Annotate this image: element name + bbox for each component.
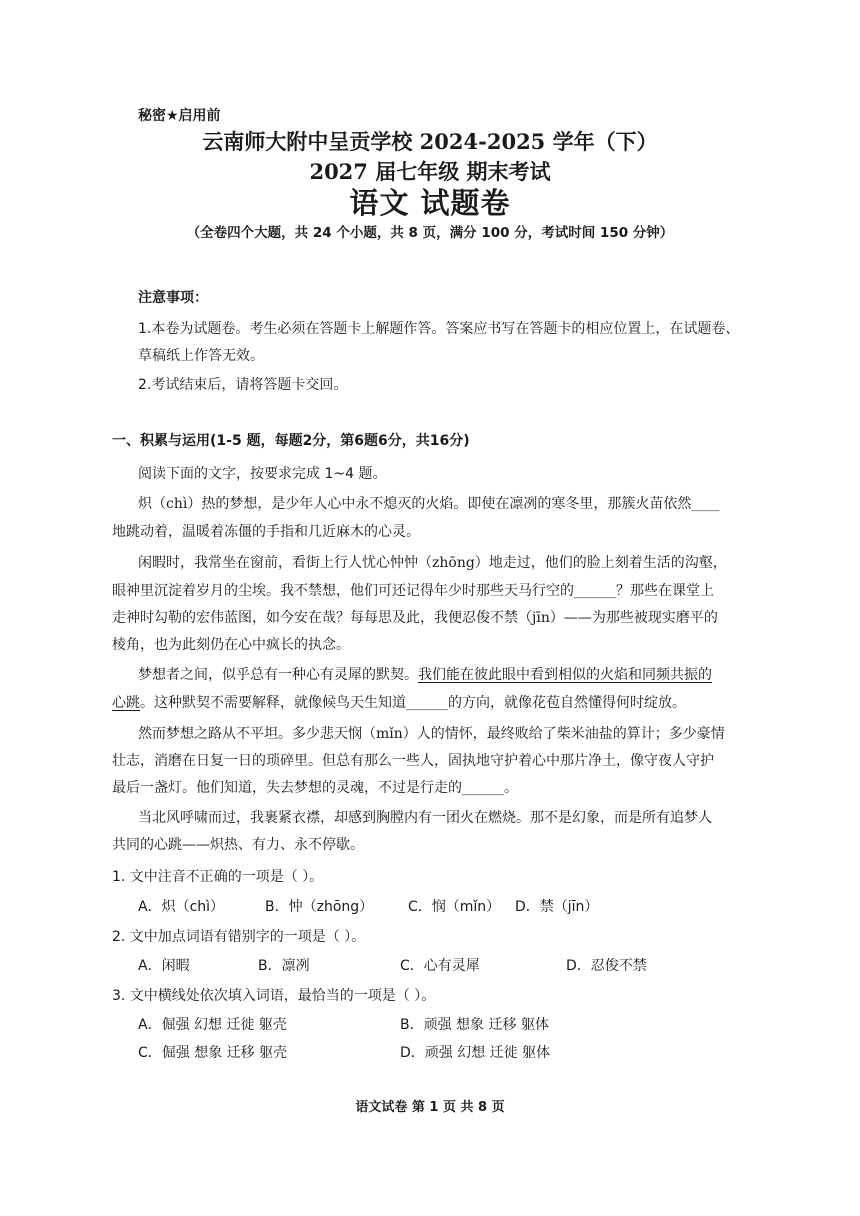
question-1-option-c: C．悯（mǐn）: [408, 899, 501, 915]
question-1-option-a: A．炽（chì）: [138, 899, 225, 915]
passage-p4-b: 壮志，消磨在日复一日的琐碎里。但总有那么一些人，固执地守护着心中那片净土，像守夜人守护: [112, 753, 714, 769]
question-3-option-d: D．顽强 幻想 迁徙 躯体: [400, 1045, 551, 1061]
notice-item-1b: 草稿纸上作答无效。: [138, 348, 264, 364]
title-grade: 2027 届七年级 期末考试: [309, 159, 551, 184]
question-2-option-d: D．忍俊不禁: [566, 958, 647, 974]
secret-label: 秘密★启用前: [138, 108, 221, 124]
question-3-stem: 3. 文中横线处依次填入词语，最恰当的一项是（ ）。: [112, 988, 436, 1004]
passage-p2-c: 走神时勾勒的宏伟蓝图，如今安在哉？每每思及此，我便忍俊不禁（jīn）——为那些被现实磨平的: [112, 610, 718, 626]
passage-p5-b: 共同的心跳——炽热、有力、永不停歇。: [112, 837, 364, 853]
question-2-stem: 2. 文中加点词语有错别字的一项是（ ）。: [112, 929, 366, 945]
passage-p3-a1: 梦想者之间，似乎总有一种心有灵犀的默契。: [138, 667, 418, 683]
passage-p3-b2: 。这种默契不需要解释，就像候鸟天生知道______的方向，就像花苞自然懂得何时绽放。: [140, 695, 686, 711]
question-2-option-a: A．闲暇: [138, 958, 190, 974]
passage-p1-a: 炽（chì）热的梦想，是少年人心中永不熄灭的火焰。即使在凛冽的寒冬里，那簇火苗依然____: [138, 496, 720, 512]
passage-p3-underlined: 我们能在彼此眼中看到相似的火焰和同频共振的: [418, 667, 712, 683]
notice-item-2: 2.考试结束后，请将答题卡交回。: [138, 377, 348, 393]
notice-item-1a: 1.本卷为试题卷。考生必须在答题卡上解题作答。答案应书写在答题卡的相应位置上，在试题卷、: [138, 321, 740, 337]
exam-info: （全卷四个大题，共 24 个小题，共 8 页，满分 100 分，考试时间 150 分钟）: [186, 225, 674, 241]
passage-p1-b: 地跳动着，温暖着冻僵的手指和几近麻木的心灵。: [112, 524, 420, 540]
question-1-option-d: D．禁（jīn）: [515, 899, 599, 915]
question-3-option-b: B．顽强 想象 迁移 躯体: [400, 1017, 549, 1033]
passage-p2-b: 眼神里沉淀着岁月的尘埃。我不禁想，他们可还记得年少时那些天马行空的______？那些在课堂上: [112, 583, 714, 599]
passage-p2-a: 闲暇时，我常坐在窗前，看街上行人忧心忡忡（zhōng）地走过，他们的脸上刻着生活的沟壑，: [138, 555, 727, 571]
notice-title: 注意事项：: [138, 290, 208, 306]
section-1-title: 一、积累与运用(1-5 题，每题2分，第6题6分，共16分): [112, 433, 470, 449]
question-2-option-b: B．凛冽: [258, 958, 310, 974]
page-footer: 语文试卷 第 1 页 共 8 页: [355, 1100, 505, 1115]
question-1-stem: 1. 文中注音不正确的一项是（ ）。: [112, 869, 324, 885]
question-3-option-c: C．倔强 想象 迁移 躯壳: [138, 1045, 288, 1061]
question-1-option-b: B．忡（zhōng）: [265, 899, 374, 915]
passage-p2-d: 棱角，也为此刻仍在心中疯长的执念。: [112, 637, 350, 653]
passage-p3-a: [138, 664, 712, 684]
passage-p3-b: [112, 692, 686, 712]
question-2-option-c: C．心有灵犀: [400, 958, 480, 974]
passage-p3-underlined-end: 心跳: [112, 695, 140, 711]
section-1-instruction: 阅读下面的文字，按要求完成 1~4 题。: [138, 466, 387, 482]
title-subject: 语文 试题卷: [349, 186, 511, 220]
passage-p4-c: 最后一盏灯。他们知道，失去梦想的灵魂，不过是行走的______。: [112, 780, 518, 796]
question-3-option-a: A．倔强 幻想 迁徙 躯壳: [138, 1017, 287, 1033]
passage-p5-a: 当北风呼啸而过，我裹紧衣襟，却感到胸膛内有一团火在燃烧。那不是幻象，而是所有追梦人: [138, 810, 712, 826]
title-school: 云南师大附中呈贡学校 2024-2025 学年（下）: [202, 129, 658, 154]
passage-p4-a: 然而梦想之路从不平坦。多少悲天悯（mǐn）人的情怀，最终败给了柴米油盐的算计；多少豪情: [138, 726, 725, 742]
